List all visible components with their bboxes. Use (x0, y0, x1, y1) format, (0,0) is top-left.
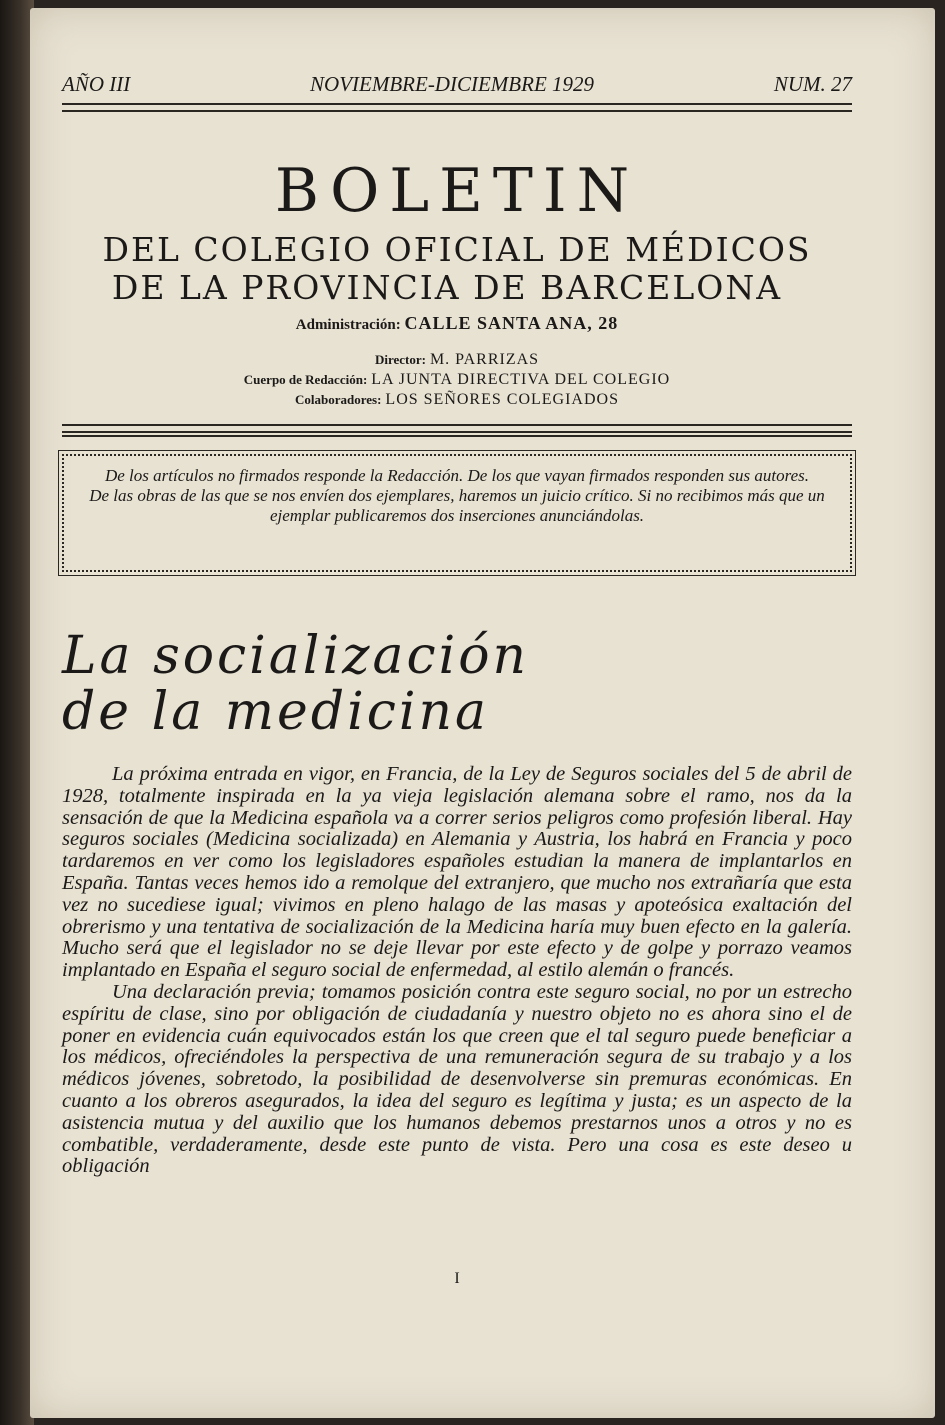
notice-paragraph-2: De las obras de las que se nos envíen dos ejemplares, haremos un juicio crítico. Si no recibimos más que un ejemplar publicaremos dos inserciones anunciándolas. (89, 486, 825, 525)
issue-year: AÑO III (62, 72, 131, 96)
staff-value: M. PARRIZAS (429, 351, 540, 368)
issue-number: NUM. 27 (773, 72, 852, 96)
journal-page (30, 8, 935, 1418)
masthead-title: BOLETIN (274, 156, 640, 226)
article-title-line-2: de la medicina (62, 682, 489, 742)
masthead-subtitle-1: DEL COLEGIO OFICIAL DE MÉDICOS (102, 230, 812, 269)
article-paragraph: La próxima entrada en vigor, en Francia, de la Ley de Seguros sociales del 5 de abril de 1928, totalmente inspirada en la ya vieja legislación alemana sobre el ramo, nos da la sensación de que la Medicina española va a correr serios peligros como profesión liberal. Hay seguros sociales (Medicina socializada) en Alemania y Austria, los habrá en Francia y poco tardaremos en ver como los legisladores españoles estudian la manera de implantarlos en España. Tantas veces hemos ido a remolque del extranjero, que mucho nos extrañaría que esta vez no sucediese igual; vivimos en pleno halago de las masas y apoteósica exaltación del obrerismo y una tentativa de socialización de la Medicina haría muy buen efecto en la galería. Mucho será que el legislador no se deje llevar por este efecto y de golpe y porrazo veamos implantado en España el seguro social de enfermedad, al estilo alemán o francés. (62, 763, 852, 982)
book-spine (0, 0, 34, 1425)
admin-address: CALLE SANTA ANA, 28 (404, 313, 619, 333)
issue-header (62, 72, 852, 97)
admin-label: Administración: (295, 317, 401, 333)
staff-value: LA JUNTA DIRECTIVA DEL COLEGIO (371, 371, 671, 388)
staff-label: Cuerpo de Redacción: (243, 372, 368, 387)
masthead-subtitle-2: DE LA PROVINCIA DE BARCELONA (111, 268, 783, 307)
masthead-rule-thin (62, 435, 852, 438)
notice-paragraph-1: De los artículos no firmados responde la Redacción. De los que vayan firmados responden sus autores. (104, 466, 809, 485)
page-number: I (454, 1270, 460, 1287)
article-paragraph: Una declaración previa; tomamos posición contra este seguro social, no por un estrecho espíritu de clase, sino por obligación de ciudadanía y nuestro objeto no es ahora sino el de poner en evidencia cuán equivocados están los que creen que el tal seguro puede beneficiar a los médicos, ofreciéndoles la perspectiva de una remuneración segura de su trabajo y a los médicos jóvenes, sobretodo, la posibilidad de desenvolverse sin premuras económicas. En cuanto a los obreros asegurados, la idea del seguro es legítima y justa; es un aspecto de la asistencia mutua y del auxilio que los humanos debemos prestarnos unos a otros y no es combatible, verdaderamente, desde este punto de vista. Pero una cosa es este deseo u obligación (62, 980, 852, 1178)
article-title-line-1: La socialización (62, 626, 530, 686)
issue-date: NOVIEMBRE-DICIEMBRE 1929 (310, 72, 595, 96)
header-rule (62, 103, 852, 112)
masthead-rule (62, 424, 852, 433)
staff-director (62, 351, 852, 369)
staff-label: Director: (374, 352, 426, 367)
editorial-notice-box (62, 454, 852, 572)
staff-editorial (62, 371, 852, 389)
staff-label: Colaboradores: (294, 392, 382, 407)
staff-value: LOS SEÑORES COLEGIADOS (385, 391, 619, 408)
article-body (62, 764, 852, 1178)
article-title (62, 628, 852, 740)
administration-line (62, 313, 852, 334)
staff-collaborators (62, 391, 852, 409)
